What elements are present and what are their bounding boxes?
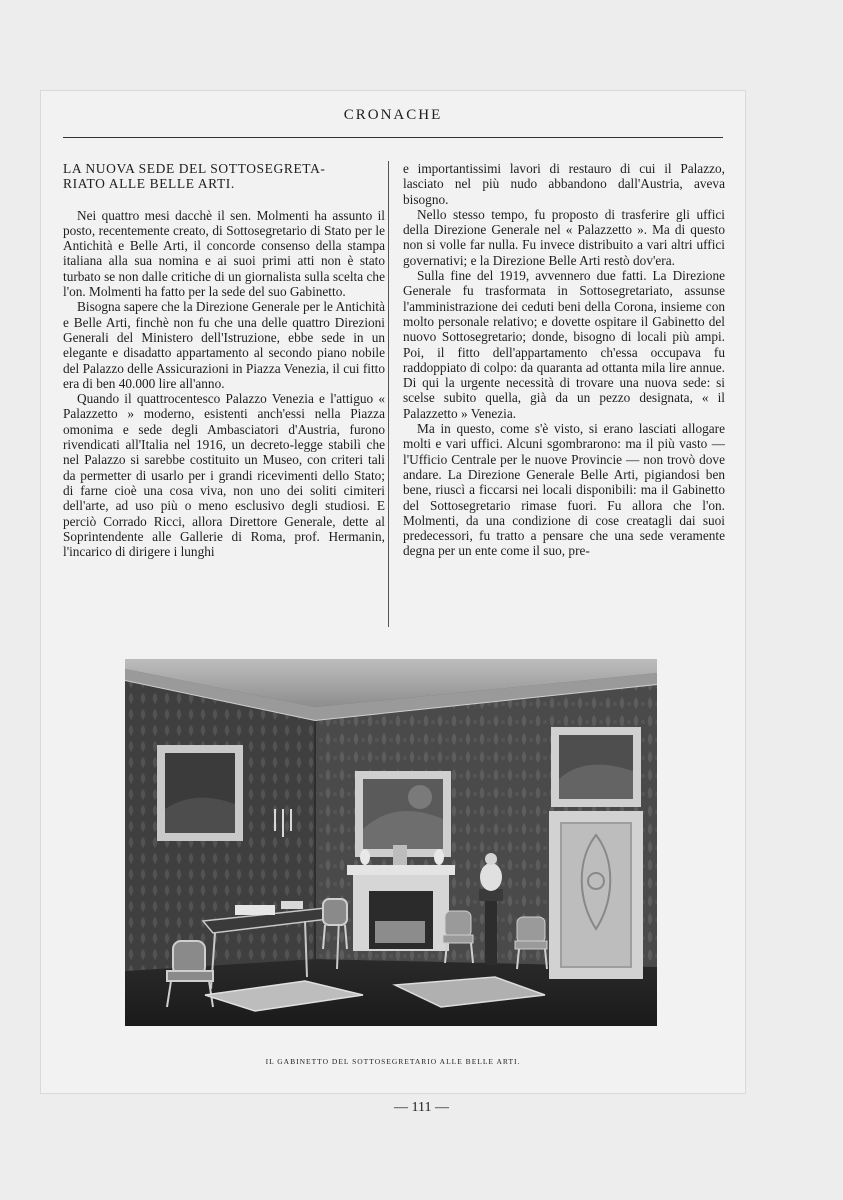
left-column	[63, 161, 385, 631]
article-title-line-2: RIATO ALLE BELLE ARTI.	[63, 176, 235, 192]
page-sheet	[40, 90, 746, 1094]
column-divider	[388, 161, 389, 627]
page-number: — 111 —	[394, 1100, 449, 1115]
right-column	[403, 161, 725, 631]
header-rule	[63, 137, 723, 138]
paragraph-right-2: Nello stesso tempo, fu proposto di trasferire gli uffici della Direzione Generale nel « Palazzetto ». Ma di questo non si volle far nulla. Fu invece distribuito a vari altri uffici governativi; e la Direzione Belle Arti restò dov'era.	[403, 206, 725, 268]
photo-caption: IL GABINETTO DEL SOTTOSEGRETARIO ALLE BELLE ARTI.	[265, 1057, 521, 1066]
paragraph-left-2: Bisogna sapere che la Direzione Generale per le Antichità e Belle Arti, finchè non fu che una delle quattro Direzioni Generali del Ministero dell'Istruzione, ebbe sede in un elegante e disadatto appartamento al secondo piano nobile del Palazzo delle Assicurazioni in Piazza Venezia, il cui fitto era di ben 40.000 lire all'anno.	[63, 299, 385, 391]
paragraph-right-1: e importantissimi lavori di restauro di cui il Palazzo, lasciato nel più nudo abbandono dall'Austria, aveva bisogno.	[403, 161, 725, 207]
paragraph-right-4: Ma in questo, come s'è visto, si erano lasciati allogare molti e vari uffici. Alcuni sgombrarono: ma il più vasto — l'Ufficio Centrale per le nuove Provincie — non trovò dove andare. La Direzione Generale Belle Arti, pigiandosi ben bene, riuscì a ficcarsi nei locali disponibili: ma il Gabinetto del Sottosegretario rimase fuori. Fu allora che l'on. Molmenti, da una condizione di cose creatagli dai suoi predecessori, fu tratto a pensare che una sede veramente degna per un ente come il suo, pre-	[403, 421, 725, 559]
article-title-line-1: LA NUOVA SEDE DEL SOTTOSEGRETA-	[63, 161, 326, 176]
paragraph-left-1: Nei quattro mesi dacchè il sen. Molmenti ha assunto il posto, recentemente creato, di Sottosegretario di Stato per le Antichità e Belle Arti, il concorde consenso della stampa italiana alla sua nomina e ai suoi primi atti non è stato turbato se non dalle critiche di un giornalista sulla scelta che l'on. Molmenti ha fatto per la sede del suo Gabinetto.	[63, 207, 385, 300]
paragraph-right-3: Sulla fine del 1919, avvennero due fatti. La Direzione Generale fu trasformata in Sottosegretariato, assunse l'amministrazione dei ceduti beni della Corona, insieme con molto personale relativo; e dovette ospitare il Gabinetto del nuovo Sottosegretario; donde, bisogno di locali più ampi. Poi, il fitto dell'appartamento ch'essa occupava fu raddoppiato di colpo: da quaranta ad ottanta mila lire annue. Di qui la urgente necessità di trovare una nuova sede: si scelse subito quella, già da un pezzo designata, « il Palazzetto » Venezia.	[403, 268, 725, 421]
running-header: CRONACHE	[343, 107, 443, 123]
cabinet-room-photo	[125, 659, 657, 1026]
article-title	[63, 161, 385, 192]
paragraph-left-3: Quando il quattrocentesco Palazzo Venezia e l'attiguo « Palazzetto » moderno, esistenti anch'essi nella Piazza omonima e sede degli Ambasciatori d'Austria, furono rivendicati all'Italia nel 1916, un decreto-legge stabilì che nel Palazzo si sarebbe costituito un Museo, con criteri tali da permetter di usarlo per i grandi ricevimenti dello Stato; di farne cioè una cosa viva, non uno dei soliti cimiteri dell'arte, ad uso più o meno esclusivo degli studiosi. E perciò Corrado Ricci, allora Direttore Generale, dette al Soprintendente alle Gallerie di Roma, prof. Hermanin, l'incarico di dirigere i lunghi	[63, 391, 385, 560]
